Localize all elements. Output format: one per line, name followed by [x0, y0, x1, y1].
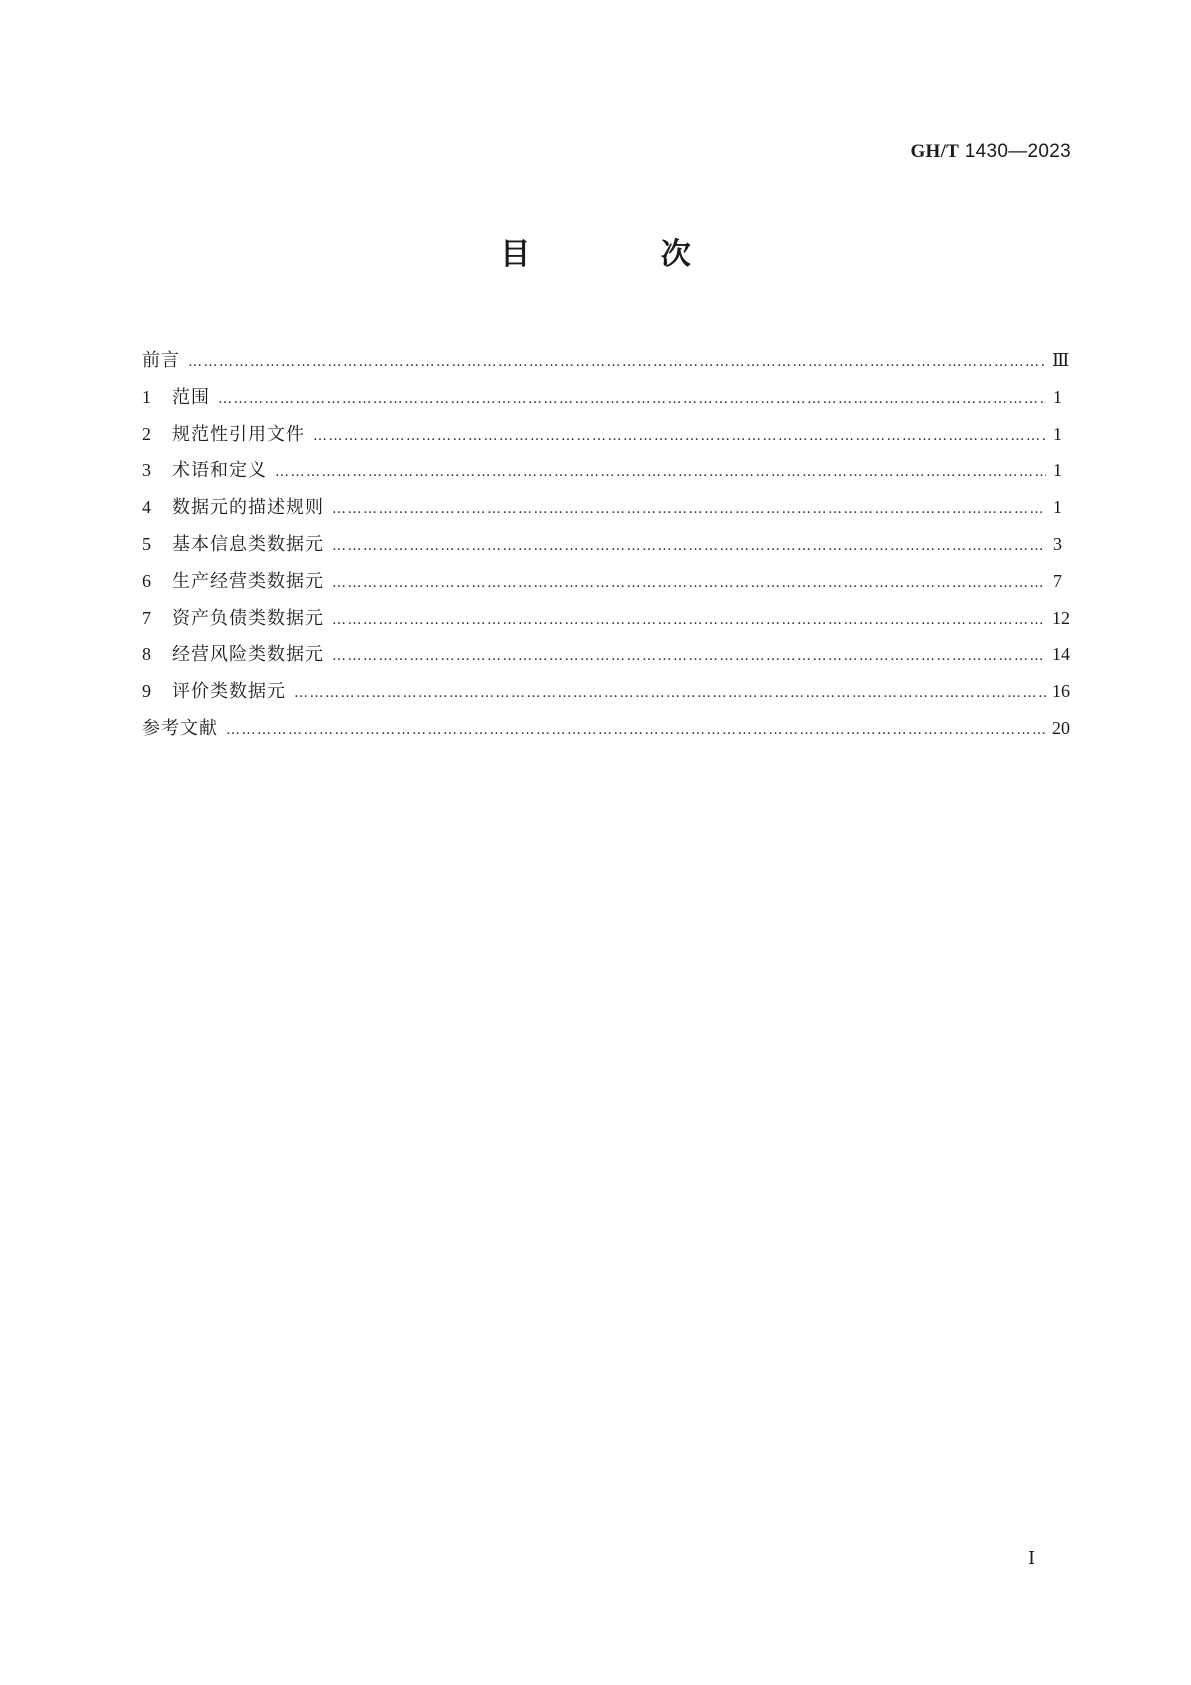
- page-number: Ⅰ: [1028, 1548, 1036, 1568]
- toc-leader-dots: [275, 454, 1046, 491]
- toc-entry-number: 5: [142, 533, 151, 554]
- toc-entry-1[interactable]: [142, 379, 1062, 416]
- toc-entry-number: 8: [142, 644, 151, 665]
- toc-entry-page: 1: [1053, 460, 1062, 481]
- toc-entry-label: 资产负债类数据元: [172, 607, 324, 629]
- toc-entry-label: 经营风险类数据元: [172, 644, 324, 666]
- toc-entry-page: 20: [1052, 717, 1070, 738]
- toc-entry-label: 参考文献: [142, 717, 218, 739]
- toc-leader-dots: [332, 602, 1046, 639]
- toc-entry-9[interactable]: [142, 673, 1070, 710]
- toc-entry-number: 3: [142, 460, 151, 481]
- toc-entry-8[interactable]: [142, 636, 1070, 673]
- toc-leader-dots: [188, 344, 1046, 381]
- toc-entry-label: 生产经营类数据元: [172, 570, 324, 592]
- toc-entry-bibliography[interactable]: [142, 710, 1070, 747]
- toc-entry-5[interactable]: [142, 526, 1062, 563]
- table-of-contents: [142, 342, 1070, 747]
- toc-entry-label: 术语和定义: [172, 460, 267, 482]
- standard-code-number: 1430—2023: [964, 141, 1071, 162]
- toc-leader-dots: [294, 675, 1046, 712]
- standard-code: [910, 141, 1071, 163]
- toc-entry-number: 9: [142, 681, 151, 702]
- toc-entry-page: 1: [1053, 423, 1062, 444]
- toc-entry-7[interactable]: [142, 600, 1070, 637]
- toc-leader-dots: [332, 528, 1046, 565]
- standard-code-prefix: GH/T: [910, 141, 960, 162]
- toc-leader-dots: [332, 565, 1046, 602]
- toc-title: 目 次: [500, 237, 751, 272]
- toc-entry-number: 1: [142, 386, 151, 407]
- toc-leader-dots: [226, 712, 1046, 749]
- toc-entry-6[interactable]: [142, 563, 1062, 600]
- toc-entry-page: 12: [1052, 607, 1070, 628]
- toc-entry-4[interactable]: [142, 489, 1062, 526]
- toc-entry-page: 14: [1052, 644, 1070, 665]
- toc-entry-number: 2: [142, 423, 151, 444]
- toc-entry-label: 数据元的描述规则: [172, 497, 324, 519]
- toc-entry-label: 规范性引用文件: [172, 423, 305, 445]
- toc-entry-number: 4: [142, 497, 151, 518]
- toc-leader-dots: [332, 638, 1046, 675]
- toc-leader-dots: [332, 491, 1046, 528]
- toc-entry-label: 前言: [142, 350, 180, 371]
- toc-entry-page: 16: [1052, 681, 1070, 702]
- toc-entry-page: 3: [1053, 533, 1062, 554]
- toc-entry-label: 基本信息类数据元: [172, 533, 324, 555]
- toc-leader-dots: [218, 381, 1046, 418]
- toc-entry-label: 范围: [172, 386, 210, 408]
- toc-entry-number: 7: [142, 607, 151, 628]
- toc-leader-dots: [313, 418, 1046, 455]
- toc-entry-page: 7: [1053, 570, 1062, 591]
- toc-entry-page: 1: [1053, 497, 1062, 518]
- toc-entry-2[interactable]: [142, 416, 1062, 453]
- toc-entry-3[interactable]: [142, 452, 1062, 489]
- toc-entry-number: 6: [142, 570, 151, 591]
- toc-entry-page: 1: [1053, 386, 1062, 407]
- toc-entry-page: Ⅲ: [1051, 350, 1070, 370]
- toc-entry-foreword[interactable]: [142, 342, 1070, 379]
- toc-entry-label: 评价类数据元: [172, 681, 286, 703]
